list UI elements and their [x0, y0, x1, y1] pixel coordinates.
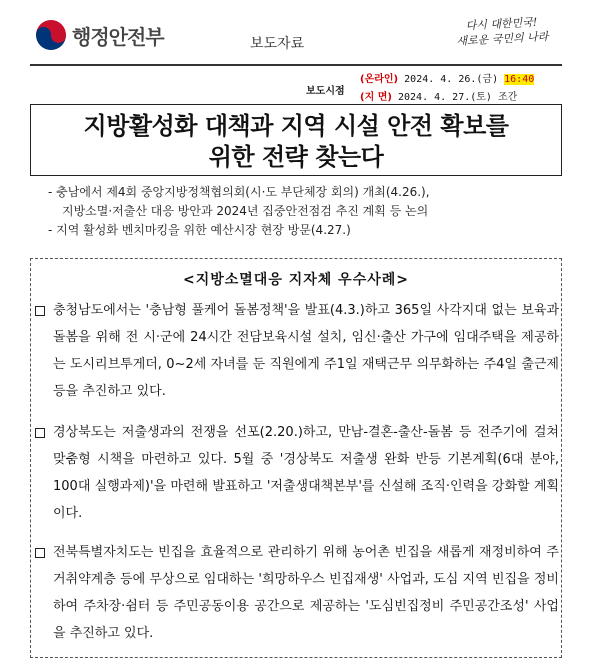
summary-line: 지방소멸·저출산 대응 방안과 2024년 집중안전점검 추진 계획 등 논의: [62, 204, 429, 218]
checkbox-bullet-icon: [35, 428, 45, 438]
online-label: (온라인): [360, 74, 399, 85]
logo-text: 행정안전부: [72, 24, 164, 49]
checkbox-bullet-icon: [35, 548, 45, 558]
taegeuk-emblem-icon: [36, 20, 66, 50]
case-text: 전북특별자치도는 빈집을 효율적으로 관리하기 위해 농어촌 빈집을 새롭게 재정비하여 주거취약계층 등에 무상으로 임대하는 '희망하우스 빈집재생' 사업과, 도심 지역 빈집을 정비하여 주차장·쉼터 등 주민공동이용 공간으로 제공하는 '도심빈집정비 주민공간조성' 사업을 추진하고 있다.: [53, 545, 559, 641]
case-item: [33, 419, 559, 527]
headline-line2: 위한 전략 찾는다: [208, 143, 384, 171]
headline-line1: 지방활성화 대책과 지역 시설 안전 확보를: [83, 112, 509, 140]
case-item: [33, 539, 559, 647]
case-text: 충청남도에서는 '충남형 풀케어 돌봄정책'을 발표(4.3.)하고 365일 사각지대 없는 보육과 돌봄을 위해 전 시·군에 24시간 전담보육시설 설치, 임신·출산 가구에 임대주택을 제공하는 도시리브투게더, 0~2세 자녀를 둔 직원에게 주1일 재택근무 의무화하는 주4일 출근제 등을 추진하고 있다.: [53, 303, 559, 399]
release-label: 보도시점: [306, 86, 345, 97]
slogan: [455, 13, 566, 49]
release-online: [360, 70, 534, 85]
print-suffix: 조간: [497, 92, 518, 103]
summary-line: - 지역 활성화 벤치마킹을 위한 예산시장 현장 방문(4.27.): [48, 223, 351, 237]
slogan-line2: 새로운 국민의 나라: [456, 30, 549, 48]
doc-type: 보도자료: [250, 36, 305, 52]
ministry-logo: [36, 20, 164, 50]
checkbox-bullet-icon: [35, 306, 45, 316]
online-date: 2024. 4. 26.(금): [404, 74, 499, 85]
print-label: (지 면): [360, 92, 392, 103]
summary-line: - 충남에서 제4회 중앙지방정책협의회(시·도 부단체장 회의) 개최(4.26.),: [48, 185, 430, 199]
summary: [48, 183, 430, 240]
slogan-line1: 다시 대한민국!: [465, 15, 538, 33]
case-item: [33, 297, 559, 405]
headline-box: [30, 104, 562, 176]
print-date: 2024. 4. 27.(토): [397, 92, 492, 103]
header-divider: [30, 64, 562, 66]
release-print: [360, 88, 517, 103]
content-heading: <지방소멸대응 지자체 우수사례>: [182, 272, 410, 288]
case-text: 경상북도는 저출생과의 전쟁을 선포(2.20.)하고, 만남-결혼-출산-돌봄 등 전주기에 걸쳐 맞춤형 시책을 마련하고 있다. 5월 중 '경상북도 저출생 완화 반등 기본계획(6대 분야, 100대 실행과제)'을 마련해 발표하고 '저출생대책본부'를 신설해 조직·인력을 강화할 계획이다.: [53, 425, 559, 521]
online-time: 16:40: [504, 74, 535, 85]
content-box: [30, 258, 562, 658]
